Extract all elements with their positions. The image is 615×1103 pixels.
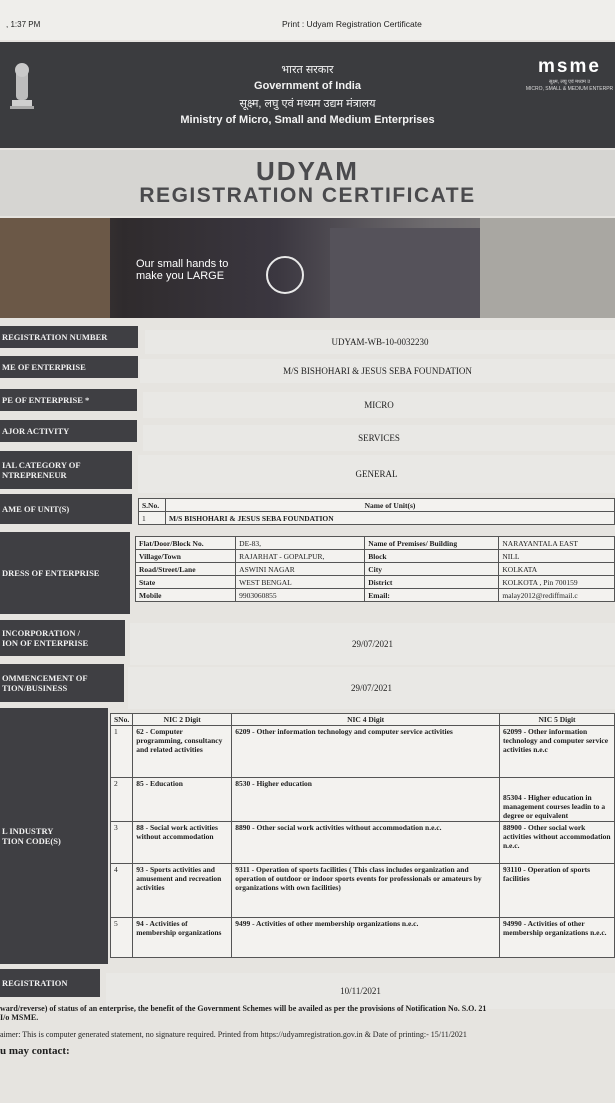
banner-tagline-2: make you LARGE bbox=[136, 270, 225, 282]
table-row bbox=[136, 576, 615, 589]
nic-4digit: 9499 - Activities of other membership organizations n.e.c. bbox=[232, 918, 500, 958]
label-registration-number: REGISTRATION NUMBER bbox=[0, 326, 138, 348]
table-row bbox=[136, 537, 615, 550]
table-row bbox=[139, 512, 615, 525]
addr-block: NILL bbox=[499, 550, 615, 563]
units-header-sno: S.No. bbox=[139, 499, 166, 512]
nic-header-sno: SNo. bbox=[111, 714, 133, 726]
table-row bbox=[111, 822, 615, 864]
addr-district: KOLKOTA , Pin 700159 bbox=[499, 576, 615, 589]
value-social-category: GENERAL bbox=[138, 455, 615, 493]
banner-photo-right bbox=[480, 218, 615, 318]
value-registration-number: UDYAM-WB-10-0032230 bbox=[145, 330, 615, 354]
banner-photo-middle bbox=[330, 228, 480, 318]
addr-state-label: State bbox=[136, 576, 236, 589]
nic-5digit: 94990 - Activities of other membership organizations n.e.c. bbox=[500, 918, 615, 958]
addr-premises: NARAYANTALA EAST bbox=[499, 537, 615, 550]
table-row bbox=[111, 864, 615, 918]
banner-tagline-1: Our small hands to bbox=[136, 258, 229, 270]
chakra-icon bbox=[266, 256, 304, 294]
addr-road-label: Road/Street/Lane bbox=[136, 563, 236, 576]
table-row bbox=[136, 589, 615, 602]
label-commencement-2: TION/BUSINESS bbox=[2, 683, 68, 693]
table-row bbox=[136, 563, 615, 576]
certificate-title bbox=[0, 150, 615, 216]
addr-road: ASWINI NAGAR bbox=[236, 563, 365, 576]
address-table bbox=[135, 536, 615, 602]
msme-logo bbox=[524, 56, 615, 92]
nic-4digit: 6209 - Other information technology and computer service activities bbox=[232, 726, 500, 778]
addr-village-label: Village/Town bbox=[136, 550, 236, 563]
addr-block-label: Block bbox=[365, 550, 499, 563]
nic-2digit: 85 - Education bbox=[133, 778, 232, 822]
hindi-ministry: सूक्ष्म, लघु एवं मध्यम उद्यम मंत्रालय bbox=[239, 98, 376, 110]
label-address: DRESS OF ENTERPRISE bbox=[0, 532, 130, 614]
nic-table bbox=[110, 713, 615, 958]
value-commencement-date: 29/07/2021 bbox=[128, 667, 615, 709]
nic-2digit: 94 - Activities of membership organizations bbox=[133, 918, 232, 958]
units-table bbox=[138, 498, 615, 525]
nic-5digit: 88900 - Other social work activities without accommodation n.e.c. bbox=[500, 822, 615, 864]
print-title: Print : Udyam Registration Certificate bbox=[282, 19, 422, 29]
label-nic-codes-2: TION CODE(S) bbox=[2, 836, 61, 846]
nic-2digit: 88 - Social work activities without accommodation bbox=[133, 822, 232, 864]
addr-email-label: Email: bbox=[365, 589, 499, 602]
label-incorporation bbox=[0, 620, 125, 656]
banner-photo-left bbox=[0, 218, 110, 318]
footer-contact: u may contact: bbox=[0, 1045, 70, 1057]
table-row bbox=[111, 726, 615, 778]
units-header-row bbox=[139, 499, 615, 512]
addr-mobile-label: Mobile bbox=[136, 589, 236, 602]
label-major-activity: AJOR ACTIVITY bbox=[0, 420, 137, 442]
nic-5digit: 62099 - Other information technology and computer service activities n.e.c bbox=[500, 726, 615, 778]
nic-header-5digit: NIC 5 Digit bbox=[500, 714, 615, 726]
value-incorporation-date: 29/07/2021 bbox=[130, 623, 615, 665]
addr-premises-label: Name of Premises/ Building bbox=[365, 537, 499, 550]
msme-logo-sub-hindi: सूक्ष्म, लघु एवं मध्यम उ bbox=[549, 79, 590, 85]
addr-village: RAJARHAT - GOPALPUR, bbox=[236, 550, 365, 563]
gov-header bbox=[0, 42, 615, 148]
table-row bbox=[136, 550, 615, 563]
addr-flat-label: Flat/Door/Block No. bbox=[136, 537, 236, 550]
print-top-bar bbox=[0, 0, 615, 40]
value-major-activity: SERVICES bbox=[143, 425, 615, 451]
nic-sno: 5 bbox=[111, 918, 133, 958]
label-enterprise-name: ME OF ENTERPRISE bbox=[0, 356, 138, 378]
print-time: , 1:37 PM bbox=[6, 20, 41, 29]
unit-sno: 1 bbox=[139, 512, 166, 525]
label-enterprise-type: PE OF ENTERPRISE * bbox=[0, 389, 137, 411]
nic-4digit: 9311 - Operation of sports facilities ( This class includes organization and operation of outdoor or indoor sports events for professionals or amateurs by organizations with own facilities) bbox=[232, 864, 500, 918]
addr-email: malay2012@rediffmail.c bbox=[499, 589, 615, 602]
value-enterprise-type: MICRO bbox=[143, 392, 615, 418]
nic-4digit: 8890 - Other social work activities without accommodation n.e.c. bbox=[232, 822, 500, 864]
label-nic-codes bbox=[0, 708, 108, 964]
nic-4digit: 8530 - Higher education bbox=[232, 778, 500, 822]
footer-line-1b: I/o MSME. bbox=[0, 1013, 39, 1022]
nic-sno: 1 bbox=[111, 726, 133, 778]
addr-state: WEST BENGAL bbox=[236, 576, 365, 589]
nic-5digit: 85304 - Higher education in management courses leadin to a degree or equivalent bbox=[500, 778, 615, 822]
footer-line-1: ward/reverse) of status of an enterprise, the benefit of the Government Schemes will be availed as per the provisions of Notification No. S.O. 21 bbox=[0, 1004, 487, 1013]
banner-image bbox=[0, 218, 615, 318]
addr-district-label: District bbox=[365, 576, 499, 589]
table-row bbox=[111, 918, 615, 958]
addr-flat: DE-83, bbox=[236, 537, 365, 550]
footer-notes bbox=[0, 1004, 615, 1057]
ministry-name: Ministry of Micro, Small and Medium Enterprises bbox=[180, 114, 435, 126]
footer-disclaimer: aimer: This is computer generated statement, no signature required. Printed from https://udyamregistration.gov.in & Date of printing:- 15/11/2021 bbox=[0, 1030, 467, 1039]
title-registration-certificate: REGISTRATION CERTIFICATE bbox=[139, 184, 476, 207]
label-social-category bbox=[0, 451, 132, 489]
label-commencement-1: OMMENCEMENT OF bbox=[2, 673, 88, 683]
label-nic-codes-1: L INDUSTRY bbox=[2, 826, 54, 836]
addr-mobile: 9903060855 bbox=[236, 589, 365, 602]
nic-sno: 2 bbox=[111, 778, 133, 822]
addr-city: KOLKATA bbox=[499, 563, 615, 576]
hindi-government: भारत सरकार bbox=[281, 64, 334, 76]
label-commencement bbox=[0, 664, 124, 702]
msme-logo-name: msme bbox=[538, 56, 601, 77]
label-unit-names: AME OF UNIT(S) bbox=[0, 494, 132, 524]
nic-header-row bbox=[111, 714, 615, 726]
msme-logo-sub: MICRO, SMALL & MEDIUM ENTERPR bbox=[525, 86, 614, 92]
value-enterprise-name: M/S BISHOHARI & JESUS SEBA FOUNDATION bbox=[140, 359, 615, 383]
label-social-category-2: NTREPRENEUR bbox=[2, 470, 67, 480]
value-registration-date: 10/11/2021 bbox=[106, 973, 615, 1009]
label-incorporation-1: INCORPORATION / bbox=[2, 628, 80, 638]
nic-header-2digit: NIC 2 Digit bbox=[133, 714, 232, 726]
nic-2digit: 93 - Sports activities and amusement and recreation activities bbox=[133, 864, 232, 918]
label-social-category-1: IAL CATEGORY OF bbox=[2, 460, 81, 470]
nic-5digit: 93110 - Operation of sports facilities bbox=[500, 864, 615, 918]
title-udyam: UDYAM bbox=[256, 156, 359, 186]
banner-tagline bbox=[136, 258, 228, 282]
nic-2digit: 62 - Computer programming, consultancy and related activities bbox=[133, 726, 232, 778]
units-header-name: Name of Unit(s) bbox=[166, 499, 615, 512]
nic-header-4digit: NIC 4 Digit bbox=[232, 714, 500, 726]
label-incorporation-2: ION OF ENTERPRISE bbox=[2, 638, 89, 648]
nic-sno: 3 bbox=[111, 822, 133, 864]
nic-sno: 4 bbox=[111, 864, 133, 918]
label-registration-date: REGISTRATION bbox=[0, 969, 100, 997]
unit-name: M/S BISHOHARI & JESUS SEBA FOUNDATION bbox=[166, 512, 615, 525]
table-row bbox=[111, 778, 615, 822]
addr-city-label: City bbox=[365, 563, 499, 576]
government-of-india: Government of India bbox=[254, 80, 361, 92]
